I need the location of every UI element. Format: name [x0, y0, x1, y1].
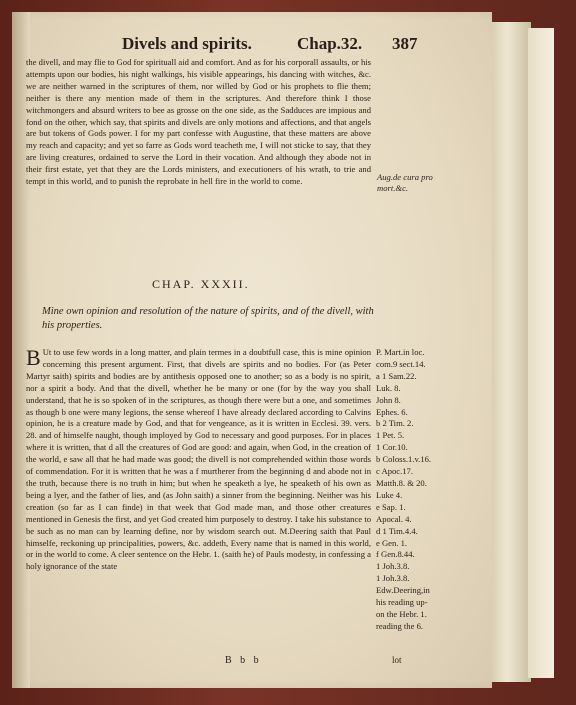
- margin-ref: 1 Joh.3.8.: [376, 573, 410, 584]
- margin-ref: e Gen. 1.: [376, 537, 408, 548]
- margin-ref: f Gen.8.44.: [376, 549, 415, 560]
- margin-ref: com.9 sect.14.: [376, 358, 426, 369]
- page-stack-edge-outer: [528, 28, 554, 678]
- margin-ref: b 2 Tim. 2.: [376, 418, 414, 429]
- margin-ref: 1 Joh.3.8.: [376, 561, 410, 572]
- margin-ref: reading the 6.: [376, 620, 424, 631]
- page-number: 387: [392, 34, 418, 53]
- margin-ref: Ephes. 6.: [376, 406, 408, 417]
- chapter-body: [26, 347, 371, 573]
- margin-ref: Apocal. 4.: [376, 513, 412, 524]
- drop-cap: B: [26, 345, 41, 370]
- margin-ref: b Coloss.1.v.16.: [376, 454, 432, 465]
- margin-ref: Matth.8. & 20.: [376, 477, 427, 488]
- catchword: lot: [392, 655, 402, 665]
- chapter-reference: Chap.32.: [297, 34, 363, 53]
- chapter-body-text: Ut to use few words in a long matter, and plain termes in a doubtfull case, this is mine opinion concerning this present argument. First, that divels are spirits and no bodies. For (as Peter Martyr saith) spirits and bodies are by antithesis opposed one to another; so as a body is no spirit, nor a spirit a body. And that the divell, whether he be many or one (for by the way you shall understand, that he is so spoken of in the scriptures, as though there were but a one, and sometimes as though b one were many legions, the sense whereof I have already declared according to Calvins opinion, he is a creature made by God, and that for vengeance, as it is written in Ecclesi. 39. vers. 28. and of himselfe naught, though imployed by God to necessary and good purposes. For in places where it is written, that d all the creatures of God are good: and again, when God, in the creation of the world, e saw all that he had made was good; the divell is not comprehended within those words of commendation. For it is written that he was a f murtherer from the beginning d and abode not in the truth, because there is no truth in him; but when he speaketh a lye, he speaketh of his own as being a lyer, and the father of lies, and (as John saith) a sinner from the beginning. Neither was his creation (so far as I can finde) in that week that God made man, and those other creatures mentioned in Genesis the first, and yet God created him purposely to destroy. I take his substance to be such as no man can by learning define, nor by wisdom search out. M.Deering saith that Paul himselfe, reckoning up principalities, powers, &c. addeth, Every name that is named in this world, or in the world to come. A cleer sentence on the Hebr. 1. (saith he) of Pauls modesty, in confessing a holy ignorance of the state: [26, 347, 371, 572]
- signature-mark: B b b: [225, 655, 262, 666]
- opening-text: the divell, and may flie to God for spirituall aid and comfort. And as for his corporall assaults, or his attempts upon our bodies, his night walkings, his visible appearings, his dancing with witches, &c. we are neither warned in the scriptures of them, nor willed by God or his prophets to flie them; neither is there any mention made of them in the scriptures. And therefore think I those witchmongers and absurd writers to bee as grosse on the one side, as the Sadduces are impious and fond on the other, which say, that spirits and divels are only motions and affections, and that angels are but tokens of Gods power. I for my part confesse with Augustine, that these matters are above my reach and capacity; and yet so farre as Gods word teacheth me, I will not sticke to say, that they are living creatures, ordained to serve the Lord in their vocation. And although they abode not in their first estate, yet that they are the Lords ministers, and executioners of his wrath, to trie and tempt in this world, and to punish the reprobate in hell fire in the world to come.: [26, 57, 371, 187]
- running-title: Divels and spirits.: [122, 34, 252, 53]
- margin-ref: John 8.: [376, 394, 401, 405]
- margin-ref: a 1 Sam.22.: [376, 370, 417, 381]
- margin-note-augustine: Aug.de cura pro mort.&c.: [377, 172, 433, 193]
- margin-ref: on the Hebr. 1.: [376, 608, 427, 619]
- margin-ref: Luk. 8.: [376, 382, 401, 393]
- margin-ref: c Apoc.17.: [376, 466, 413, 477]
- margin-ref: his reading up-: [376, 597, 428, 608]
- margin-ref: d 1 Tim.4.4.: [376, 525, 418, 536]
- book-page: [12, 12, 492, 688]
- margin-ref: e Sap. 1.: [376, 501, 406, 512]
- opening-paragraph: [26, 57, 371, 188]
- margin-ref: Luke 4.: [376, 489, 403, 500]
- chapter-heading: CHAP. XXXII.: [152, 277, 250, 291]
- margin-ref: Edw.Deering,in: [376, 585, 430, 596]
- page-stack-edge: [490, 22, 531, 682]
- margin-ref: 1 Cor.10.: [376, 442, 408, 453]
- margin-ref: P. Mart.in loc.: [376, 347, 425, 357]
- margin-ref: 1 Pet. 5.: [376, 430, 405, 441]
- margin-references: [376, 347, 486, 633]
- chapter-summary: Mine own opinion and resolution of the nature of spirits, and of the divell, with his properties.: [42, 306, 374, 331]
